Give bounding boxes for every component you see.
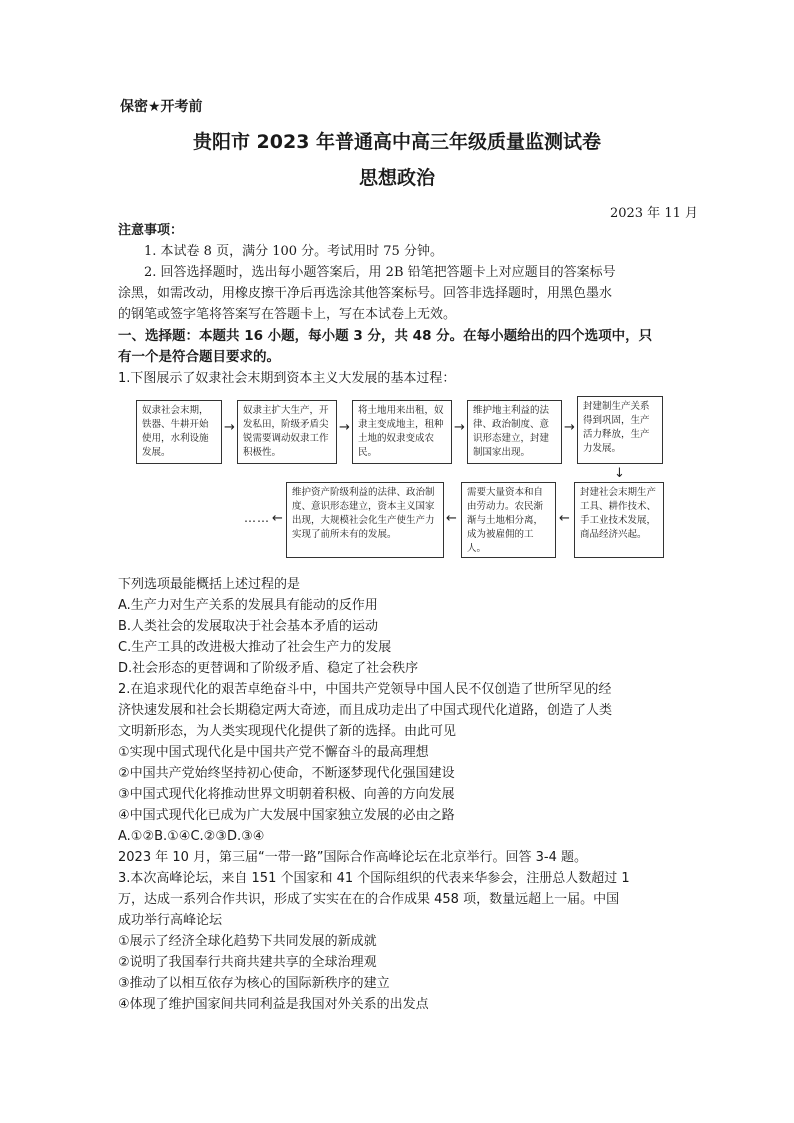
section-heading-line: 一、选择题：本题共 16 小题，每小题 3 分，共 48 分。在每小题给出的四个选项中，只 bbox=[118, 328, 653, 344]
arrow-left-icon: ← bbox=[446, 511, 457, 526]
notice-block bbox=[118, 220, 680, 325]
q3-item: ③推动了以相互依存为核心的国际新秩序的建立 bbox=[118, 976, 390, 991]
q2-item: ②中国共产党始终坚持初心使命，不断逐梦现代化强国建设 bbox=[118, 766, 455, 781]
q1-option: A.生产力对生产关系的发展具有能动的反作用 bbox=[118, 598, 378, 613]
q3-item: ②说明了我国奉行共商共建共享的全球治理观 bbox=[118, 955, 377, 970]
flow-ellipsis: …… bbox=[244, 511, 270, 525]
notice-item: 的钢笔或签字笔将答案写在答题卡上，写在本试卷上无效。 bbox=[118, 307, 457, 322]
section-heading bbox=[118, 326, 680, 368]
q3-line: 3.本次高峰论坛，来自 151 个国家和 41 个国际组织的代表来华参会，注册总人数超过 1 bbox=[118, 871, 630, 886]
arrow-right-icon: → bbox=[454, 420, 465, 435]
q1-option: D.社会形态的更替调和了阶级矛盾、稳定了社会秩序 bbox=[118, 661, 419, 676]
q2-line: 济快速发展和社会长期稳定两大奇迹，而且成功走出了中国式现代化道路，创造了人类 bbox=[118, 703, 613, 718]
arrow-down-icon: ↓ bbox=[614, 466, 625, 481]
flow-box-5: 封建制生产关系得到巩固，生产活力释放，生产力发展。 bbox=[577, 396, 663, 464]
q1-body bbox=[118, 574, 680, 679]
flow-box-2: 奴隶主扩大生产，开发私田，阶级矛盾尖锐需要调动奴隶工作积极性。 bbox=[237, 400, 337, 464]
subject-title: 思想政治 bbox=[358, 167, 435, 189]
arrow-right-icon: → bbox=[564, 420, 575, 435]
flow-box-7: 需要大量资本和自由劳动力。农民渐渐与土地相分离，成为被雇佣的工人。 bbox=[461, 482, 556, 558]
exam-date: 2023 年 11 月 bbox=[609, 206, 698, 221]
exam-title: 贵阳市 2023 年普通高中高三年级质量监测试卷 bbox=[192, 131, 602, 153]
flow-box-4: 维护地主利益的法律、政治制度、意识形态建立，封建制国家出现。 bbox=[467, 400, 562, 464]
q1-option: C.生产工具的改进极大推动了社会生产力的发展 bbox=[118, 640, 392, 655]
q1-question: 下列选项最能概括上述过程的是 bbox=[118, 577, 301, 592]
q2-body bbox=[118, 679, 680, 847]
notice-item: 2. 回答选择题时，选出每小题答案后，用 2B 铅笔把答题卡上对应题目的答案标号 bbox=[144, 265, 616, 280]
q3-4-context: 2023 年 10 月，第三届“一带一路”国际合作高峰论坛在北京举行。回答 3-4 题。 bbox=[118, 850, 587, 865]
notice-item: 涂黑，如需改动，用橡皮擦干净后再选涂其他答案标号。回答非选择题时，用黑色墨水 bbox=[118, 286, 613, 301]
flow-box-6: 封建社会末期生产工具、耕作技术、手工业技术发展，商品经济兴起。 bbox=[574, 482, 664, 558]
section-heading-line: 有一个是符合题目要求的。 bbox=[118, 349, 280, 365]
flow-box-1: 奴隶社会末期，铁器、牛耕开始使用，水利设施发展。 bbox=[136, 400, 222, 464]
flow-box-3: 将土地用来出租，奴隶主变成地主，租种土地的奴隶变成农民。 bbox=[352, 400, 452, 464]
arrow-left-icon: ← bbox=[272, 511, 283, 526]
q3-body bbox=[118, 868, 680, 1015]
q3-item: ④体现了维护国家间共同利益是我国对外关系的出发点 bbox=[118, 997, 429, 1012]
arrow-left-icon: ← bbox=[559, 511, 570, 526]
q1-option: B.人类社会的发展取决于社会基本矛盾的运动 bbox=[118, 619, 379, 634]
q1-stem: 1.下图展示了奴隶社会末期到资本主义大发展的基本过程： bbox=[118, 371, 456, 386]
q3-item: ①展示了经济全球化趋势下共同发展的新成就 bbox=[118, 934, 377, 949]
flow-diagram bbox=[136, 394, 666, 564]
notice-item: 1. 本试卷 8 页，满分 100 分。考试用时 75 分钟。 bbox=[144, 244, 443, 259]
arrow-right-icon: → bbox=[224, 420, 235, 435]
q3-line: 万，达成一系列合作共识，形成了实实在在的合作成果 458 项，数量远超上一届。中国 bbox=[118, 892, 620, 907]
q2-item: ①实现中国式现代化是中国共产党不懈奋斗的最高理想 bbox=[118, 745, 429, 760]
q2-options: A.①②B.①④C.②③D.③④ bbox=[118, 829, 265, 844]
q2-item: ④中国式现代化已成为广大发展中国家独立发展的必由之路 bbox=[118, 808, 455, 823]
arrow-right-icon: → bbox=[339, 420, 350, 435]
q2-item: ③中国式现代化将推动世界文明朝着积极、向善的方向发展 bbox=[118, 787, 455, 802]
confidential-label: 保密★开考前 bbox=[120, 99, 203, 115]
notice-heading: 注意事项： bbox=[118, 223, 184, 238]
q2-line: 文明新形态，为人类实现现代化提供了新的选择。由此可见 bbox=[118, 724, 457, 739]
q2-line: 2.在追求现代化的艰苦卓绝奋斗中，中国共产党领导中国人民不仅创造了世所罕见的经 bbox=[118, 682, 612, 697]
flow-box-8: 维护资产阶级利益的法律、政治制度、意识形态建立，资本主义国家出现，大规模社会化生产使生产力实现了前所未有的发展。 bbox=[286, 482, 444, 558]
q3-line: 成功举行高峰论坛 bbox=[118, 913, 223, 928]
